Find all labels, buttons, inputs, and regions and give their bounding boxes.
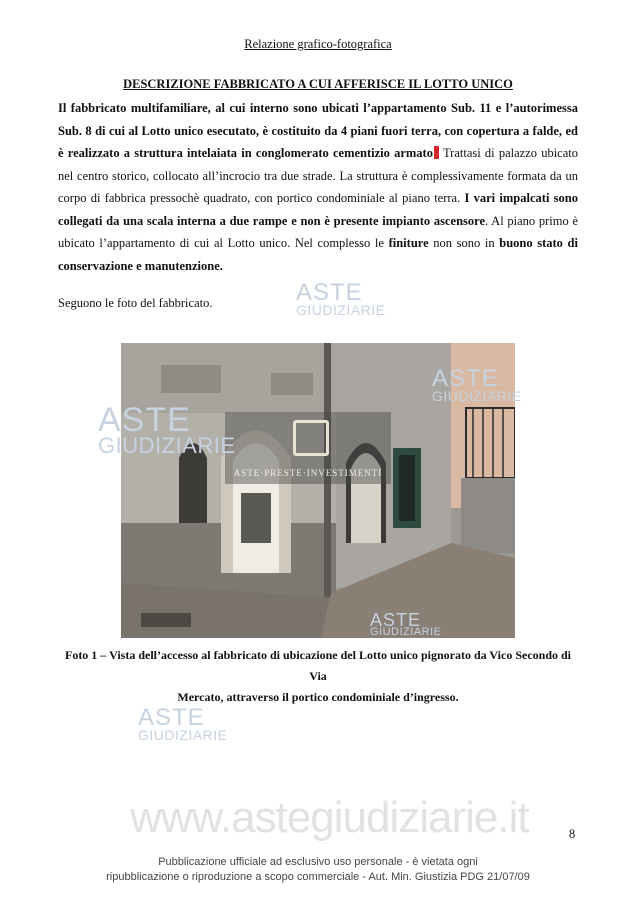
body-text-2: . Al piano primo è ubicato l’appartamento di cui al Lotto unico. Nel complesso le xyxy=(58,213,578,250)
aste-watermark-1: ASTE GIUDIZIARIE xyxy=(296,279,386,318)
body-text-1: Trattasi di palazzo ubicato nel centro storico, collocato all’incrocio tra due strade. La struttura è complessivamente formata da un corpo di fabbrica pressochè quadrato, con portico condominiale al piano terra. xyxy=(58,146,578,205)
photos-intro: Seguono le foto del fabbricato. xyxy=(58,296,213,310)
photo-caption-line2: Mercato, attraverso il portico condominiale d’ingresso. xyxy=(177,690,459,704)
url-watermark: www.astegiudiziarie.it xyxy=(130,793,529,842)
running-header: Relazione grafico-fotografica xyxy=(244,37,392,51)
aste-watermark-2: ASTE GIUDIZIARIE xyxy=(98,401,236,458)
body-bold-1: Il fabbricato multifamiliare, al cui interno sono ubicati l’appartamento Sub. 11 e l’autorimessa Sub. 8 di cui al Lotto unico esecutato, è costituito da 4 piani fuori terra, con copertura a falde, ed è realizzato a struttura intelaiata in conglomerato cementizio armato xyxy=(58,101,578,160)
aste-watermark-3: ASTE GIUDIZIARIE xyxy=(432,365,522,404)
aste-watermark-4: ASTE GIUDIZIARIE xyxy=(370,610,442,639)
body-text-3: non sono in xyxy=(428,236,500,250)
footer-note xyxy=(0,855,636,885)
body-bold-4: buono stato di conservazione e manutenzione. xyxy=(58,236,578,273)
aste-watermark-5: ASTE GIUDIZIARIE xyxy=(138,704,228,743)
section-title: DESCRIZIONE FABBRICATO A CUI AFFERISCE IL LOTTO UNICO xyxy=(123,77,513,91)
aste-investimenti-logo: ASTE·PRESTE·INVESTIMENTI xyxy=(225,412,391,484)
body-bold-2: I vari impalcati sono collegati da una scala interna a due rampe e non è presente impianto ascensore xyxy=(58,191,578,228)
photo-caption xyxy=(58,645,578,708)
page-number: 8 xyxy=(569,827,576,841)
footer-line1: Pubblicazione ufficiale ad esclusivo uso personale - è vietata ogni xyxy=(158,856,478,868)
photo-caption-line1: Foto 1 – Vista dell’accesso al fabbricato di ubicazione del Lotto unico pignorato da Vico Secondo di Via xyxy=(64,648,571,683)
description-paragraph xyxy=(58,97,578,277)
body-bold-3: finiture xyxy=(388,236,429,250)
footer-line2: ripubblicazione o riproduzione a scopo commerciale - Aut. Min. Giustizia PDG 21/07/09 xyxy=(106,871,530,883)
